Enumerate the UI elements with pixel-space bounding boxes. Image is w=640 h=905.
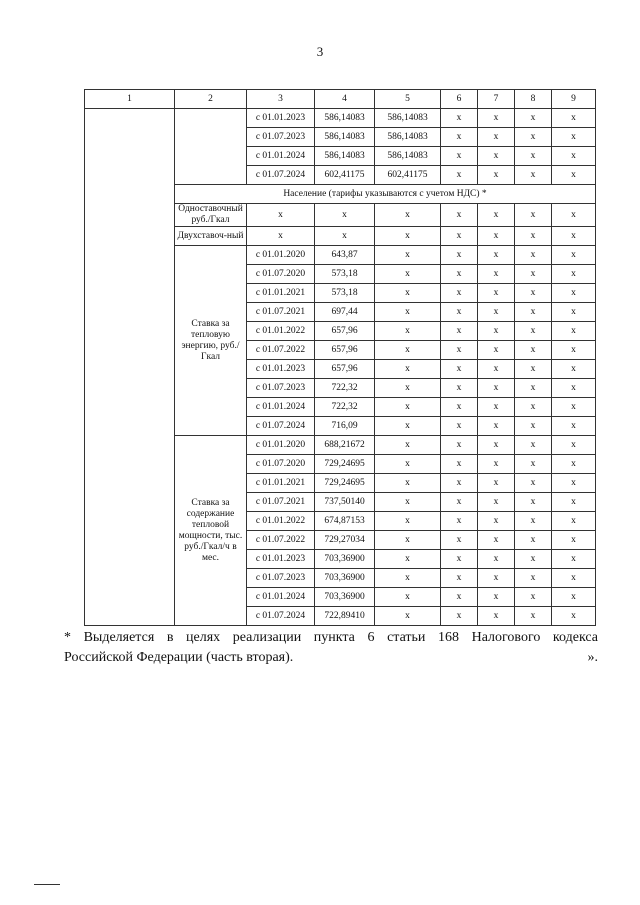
table-cell: с 01.01.2021 (247, 284, 315, 303)
table-cell: х (441, 588, 478, 607)
table-cell: х (552, 246, 596, 265)
table-cell: х (375, 322, 441, 341)
table-cell: х (441, 493, 478, 512)
table-cell: х (441, 128, 478, 147)
table-cell: с 01.07.2023 (247, 379, 315, 398)
table-cell: с 01.07.2024 (247, 417, 315, 436)
table-cell: 703,36900 (315, 550, 375, 569)
table-cell: х (247, 227, 315, 246)
rate-label: Ставка за содержание тепловой мощности, тыс. руб./Гкал/ч в мес. (175, 436, 247, 626)
table-cell: х (441, 436, 478, 455)
table-cell: с 01.01.2020 (247, 436, 315, 455)
table-cell: х (478, 417, 515, 436)
table-cell: х (552, 109, 596, 128)
empty-cell (175, 109, 247, 185)
table-cell: 643,87 (315, 246, 375, 265)
table-cell: х (515, 227, 552, 246)
table-cell: х (552, 227, 596, 246)
section-title: Население (тарифы указываются с учетом НДС) * (175, 185, 596, 204)
table-cell: х (441, 607, 478, 626)
table-cell: 586,14083 (315, 147, 375, 166)
page-number: 3 (316, 44, 324, 59)
table-cell: 729,24695 (315, 474, 375, 493)
table-cell: х (478, 284, 515, 303)
table-cell: х (441, 531, 478, 550)
table-cell: х (552, 128, 596, 147)
table-cell: 657,96 (315, 322, 375, 341)
table-cell: 586,14083 (315, 128, 375, 147)
table-cell: 573,18 (315, 284, 375, 303)
table-cell: 737,50140 (315, 493, 375, 512)
table-cell: 573,18 (315, 265, 375, 284)
table-cell: с 01.07.2020 (247, 265, 315, 284)
table-cell: х (375, 284, 441, 303)
table-cell: х (552, 265, 596, 284)
header-cell: 9 (552, 90, 596, 109)
table-cell: х (375, 417, 441, 436)
header-cell: 5 (375, 90, 441, 109)
table-cell: х (515, 246, 552, 265)
footnote-line-2: Российской Федерации (часть вторая). (64, 650, 294, 665)
table-cell: х (478, 166, 515, 185)
table-cell: х (441, 360, 478, 379)
table-cell: х (441, 109, 478, 128)
table-cell: х (375, 588, 441, 607)
table-cell: х (315, 204, 375, 227)
header-cell: 2 (175, 90, 247, 109)
table-cell: с 01.07.2024 (247, 607, 315, 626)
table-cell: х (552, 531, 596, 550)
table-cell: х (375, 436, 441, 455)
table-cell: 657,96 (315, 341, 375, 360)
footnote (64, 628, 598, 668)
closing-quote: ». (587, 650, 598, 665)
table-cell: х (375, 531, 441, 550)
table-cell: с 01.01.2023 (247, 360, 315, 379)
table-cell: х (552, 436, 596, 455)
table-cell: х (515, 607, 552, 626)
table-cell: х (515, 436, 552, 455)
header-cell: 4 (315, 90, 375, 109)
table-cell: х (552, 360, 596, 379)
table-cell: х (375, 512, 441, 531)
row-label: Одноставочный руб./Гкал (175, 204, 247, 227)
table-cell: х (552, 474, 596, 493)
table-cell: х (515, 204, 552, 227)
table-cell: х (552, 284, 596, 303)
table-cell: х (552, 550, 596, 569)
table-cell: х (552, 607, 596, 626)
table-cell: 722,32 (315, 398, 375, 417)
table-cell: х (515, 379, 552, 398)
table-cell: х (515, 147, 552, 166)
table-cell: 703,36900 (315, 569, 375, 588)
table-cell: х (552, 341, 596, 360)
table-cell: х (478, 379, 515, 398)
table-cell: х (515, 341, 552, 360)
table-cell: х (441, 341, 478, 360)
table-cell: 688,21672 (315, 436, 375, 455)
header-cell: 6 (441, 90, 478, 109)
table-cell: х (478, 360, 515, 379)
table-cell: х (478, 128, 515, 147)
table-cell: х (478, 493, 515, 512)
table-cell: х (478, 569, 515, 588)
table-cell: с 01.07.2021 (247, 303, 315, 322)
table-cell: 657,96 (315, 360, 375, 379)
table-cell: с 01.01.2022 (247, 512, 315, 531)
table-cell: х (441, 474, 478, 493)
table-cell: х (375, 360, 441, 379)
table-cell: х (552, 588, 596, 607)
table-cell: 729,24695 (315, 455, 375, 474)
table-cell: х (478, 531, 515, 550)
table-cell: х (375, 398, 441, 417)
table-cell: х (478, 246, 515, 265)
table-cell: с 01.01.2024 (247, 398, 315, 417)
empty-cell (85, 109, 175, 626)
table-cell: х (515, 265, 552, 284)
table-cell: х (515, 417, 552, 436)
table-cell: х (515, 493, 552, 512)
table-cell: х (441, 204, 478, 227)
table-cell: х (247, 204, 315, 227)
table-cell: с 01.01.2020 (247, 246, 315, 265)
table-cell: х (515, 284, 552, 303)
table-cell: х (375, 204, 441, 227)
table-cell: х (478, 455, 515, 474)
table-cell: х (515, 512, 552, 531)
header-cell: 3 (247, 90, 315, 109)
table-cell: х (515, 322, 552, 341)
table-cell: с 01.07.2023 (247, 569, 315, 588)
header-cell: 7 (478, 90, 515, 109)
table-cell: х (441, 303, 478, 322)
table-cell: х (375, 493, 441, 512)
table-cell: х (375, 303, 441, 322)
table-cell: 729,27034 (315, 531, 375, 550)
table-cell: х (441, 246, 478, 265)
table-cell: х (441, 512, 478, 531)
table-cell: х (552, 455, 596, 474)
table-cell: х (552, 147, 596, 166)
table-cell: 586,14083 (375, 128, 441, 147)
table-cell: х (478, 436, 515, 455)
table-row (85, 109, 596, 128)
table-cell: 716,09 (315, 417, 375, 436)
table-cell: х (515, 166, 552, 185)
table-cell: 586,14083 (315, 109, 375, 128)
table-cell: 602,41175 (315, 166, 375, 185)
table-cell: х (478, 265, 515, 284)
table-cell: с 01.01.2021 (247, 474, 315, 493)
table-cell: х (552, 379, 596, 398)
table-cell: 602,41175 (375, 166, 441, 185)
table-cell: х (552, 512, 596, 531)
table-cell: х (375, 341, 441, 360)
table-cell: х (515, 531, 552, 550)
table-cell: х (478, 398, 515, 417)
table-cell: х (478, 474, 515, 493)
table-cell: х (441, 284, 478, 303)
row-label: Двухставоч-ный (175, 227, 247, 246)
header-cell: 1 (85, 90, 175, 109)
table-cell: х (441, 265, 478, 284)
table-cell: х (552, 303, 596, 322)
table-cell: 586,14083 (375, 147, 441, 166)
table-cell: х (515, 360, 552, 379)
table-cell: х (515, 550, 552, 569)
table-cell: с 01.07.2021 (247, 493, 315, 512)
table-cell: х (478, 227, 515, 246)
table-cell: х (515, 455, 552, 474)
table-cell: с 01.07.2020 (247, 455, 315, 474)
footnote-line-1: * Выделяется в целях реализации пункта 6 статьи 168 Налогового кодекса (64, 630, 598, 645)
table-cell: х (515, 588, 552, 607)
table-cell: х (552, 493, 596, 512)
table-cell: с 01.01.2024 (247, 147, 315, 166)
table-cell: х (375, 607, 441, 626)
table-cell: х (478, 322, 515, 341)
table-cell: х (441, 147, 478, 166)
table-cell: х (441, 379, 478, 398)
table-cell: х (478, 303, 515, 322)
table-cell: х (478, 512, 515, 531)
table-cell: с 01.01.2024 (247, 588, 315, 607)
table-cell: с 01.01.2023 (247, 109, 315, 128)
table-cell: х (441, 550, 478, 569)
table-cell: х (478, 588, 515, 607)
table-cell: х (375, 379, 441, 398)
rate-label: Ставка за тепловую энергию, руб./Гкал (175, 246, 247, 436)
table-cell: х (552, 204, 596, 227)
table-cell: 722,32 (315, 379, 375, 398)
table-cell: 697,44 (315, 303, 375, 322)
table-cell: х (441, 398, 478, 417)
table-cell: х (441, 227, 478, 246)
table-cell: х (441, 569, 478, 588)
table-cell: х (375, 569, 441, 588)
table-cell: х (375, 474, 441, 493)
table-cell: 674,87153 (315, 512, 375, 531)
table-cell: х (552, 398, 596, 417)
footnote-line-2-wrap (64, 648, 598, 668)
table-cell: х (375, 227, 441, 246)
table-cell: с 01.01.2023 (247, 550, 315, 569)
table-cell: с 01.01.2022 (247, 322, 315, 341)
table-cell: х (375, 246, 441, 265)
table-cell: х (375, 455, 441, 474)
table-cell: х (441, 322, 478, 341)
table-cell: 703,36900 (315, 588, 375, 607)
table-cell: х (375, 265, 441, 284)
table-cell: х (478, 550, 515, 569)
corner-rule (34, 884, 60, 885)
table-cell: х (552, 322, 596, 341)
table-cell: х (552, 166, 596, 185)
header-cell: 8 (515, 90, 552, 109)
table-cell: 722,89410 (315, 607, 375, 626)
table-cell: х (478, 204, 515, 227)
table-header-row (85, 90, 596, 109)
table-cell: х (515, 303, 552, 322)
table-cell: х (478, 607, 515, 626)
tariff-table (84, 89, 596, 626)
table-cell: х (441, 166, 478, 185)
table-cell: х (441, 455, 478, 474)
table-cell: х (478, 341, 515, 360)
table-cell: с 01.07.2023 (247, 128, 315, 147)
table-cell: х (515, 474, 552, 493)
table-cell: х (515, 569, 552, 588)
table-cell: х (441, 417, 478, 436)
table-cell: х (515, 109, 552, 128)
table-cell: х (515, 398, 552, 417)
table-cell: с 01.07.2022 (247, 341, 315, 360)
table-cell: х (478, 109, 515, 128)
table-cell: х (315, 227, 375, 246)
table-cell: 586,14083 (375, 109, 441, 128)
table-cell: с 01.07.2024 (247, 166, 315, 185)
table-cell: х (552, 569, 596, 588)
table-cell: х (515, 128, 552, 147)
table-cell: с 01.07.2022 (247, 531, 315, 550)
table-cell: х (375, 550, 441, 569)
table-cell: х (478, 147, 515, 166)
table-cell: х (552, 417, 596, 436)
